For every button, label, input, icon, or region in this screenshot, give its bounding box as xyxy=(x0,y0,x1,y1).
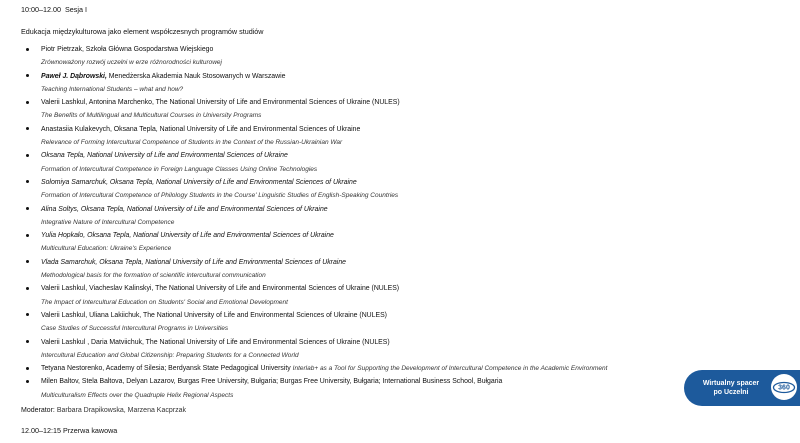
talk-title: Multiculturalism Effects over the Quadruple Helix Regional Aspects xyxy=(41,391,234,399)
talk-title: Intercultural Education and Global Citizenship: Preparing Students for a Connected World xyxy=(41,351,299,359)
talk-title: Teaching International Students – what and how? xyxy=(41,85,184,93)
talk-item xyxy=(41,43,721,70)
talk-item xyxy=(41,203,721,230)
virtual-tour-line2: po Uczelni xyxy=(713,389,749,396)
talk-authors-lead: Paweł J. Dąbrowski, xyxy=(41,72,107,80)
session-label: Sesja I xyxy=(64,5,87,14)
talk-item xyxy=(41,282,721,309)
coffee-break xyxy=(21,425,721,436)
talk-list xyxy=(21,43,721,402)
talk-title: The Impact of Intercultural Education on Students' Social and Emotional Development xyxy=(41,298,288,306)
virtual-tour-label xyxy=(700,379,762,397)
talk-item xyxy=(41,336,721,363)
talk-item xyxy=(41,70,721,97)
panorama-360-graphic xyxy=(772,375,796,399)
session-header xyxy=(21,4,721,15)
talk-title: Formation of Intercultural Competence in Foreign Language Classes Using Online Technologies xyxy=(41,165,318,173)
moderator-label: Moderator: xyxy=(21,407,55,415)
talk-authors: Valerii Lashkul, Viacheslav Kalinskyi, The National University of Life and Environmental Sciences of Ukraine (NULES) xyxy=(41,285,400,293)
talk-item xyxy=(41,256,721,283)
talk-authors: Alina Soltys, Oksana Tepla, National University of Life and Environmental Sciences of Ukraine xyxy=(41,205,328,213)
talk-authors: Anastasiia Kulakevych, Oksana Tepla, National University of Life and Environmental Sciences of Ukraine xyxy=(41,125,361,133)
talk-item xyxy=(41,375,721,402)
break-time: 12.00–12:15 xyxy=(21,426,61,436)
talk-authors: Yulia Hopkalo, Oksana Tepla, National University of Life and Environmental Sciences of Ukraine xyxy=(41,232,334,240)
talk-title: The Benefits of Multilingual and Multicultural Courses in University Programs xyxy=(41,112,262,120)
virtual-tour-button[interactable] xyxy=(684,370,800,406)
program-page xyxy=(21,4,721,443)
talk-authors-affiliation: Menedżerska Akademia Nauk Stosowanych w Warszawie xyxy=(106,72,286,80)
talk-title: Interlab+ as a Tool for Supporting the Development of Intercultural Competence in the Academic Environment xyxy=(292,365,608,373)
talk-item xyxy=(41,149,721,176)
talk-authors: Milen Baltov, Stela Baltova, Delyan Lazarov, Burgas Free University, Bułgaria; Burgas Free University, Bułgaria; International Business School, Bułgaria xyxy=(41,378,503,386)
talk-title: Relevance of Forming Intercultural Competence of Students in the Context of the Russian-Ukrainian War xyxy=(41,139,343,147)
talk-authors: Solomiya Samarchuk, Oksana Tepla, National University of Life and Environmental Sciences of Ukraine xyxy=(41,178,357,186)
talk-item xyxy=(41,123,721,150)
talk-title: Multicultural Education: Ukraine's Experience xyxy=(41,245,172,253)
talk-title: Case Studies of Successful Intercultural Programs in Universities xyxy=(41,325,229,333)
talk-title: Formation of Intercultural Competence of Philology Students in the Course' Linguistic Studies of English-Speaking Countries xyxy=(41,192,399,200)
talk-title: Integrative Nature of Intercultural Competence xyxy=(41,218,175,226)
panorama-360-icon xyxy=(771,374,797,400)
talk-authors xyxy=(41,362,631,375)
moderator-line xyxy=(21,404,721,417)
talk-authors: Valerii Lashkul , Daria Matviichuk, The National University of Life and Environmental Sciences of Ukraine (NULES) xyxy=(41,338,390,346)
talk-authors: Piotr Pietrzak, Szkoła Główna Gospodarstwa Wiejskiego xyxy=(41,46,214,53)
talk-item xyxy=(41,362,721,375)
talk-authors: Vlada Samarchuk, Oksana Tepla, National University of Life and Environmental Sciences of Ukraine xyxy=(41,258,347,266)
talk-authors: Oksana Tepla, National University of Life and Environmental Sciences of Ukraine xyxy=(41,152,288,160)
talk-authors: Valerii Lashkul, Uliana Lakiichuk, The National University of Life and Environmental Sciences of Ukraine (NULES) xyxy=(41,311,387,319)
panorama-360-text: 360 xyxy=(778,384,790,392)
talk-item xyxy=(41,96,721,123)
talk-item xyxy=(41,176,721,203)
talk-item xyxy=(41,229,721,256)
talk-title: Methodological basis for the formation of scientific intercultural communication xyxy=(41,272,266,280)
talk-title: Zrównoważony rozwój uczelni w erze różnorodności kulturowej xyxy=(41,59,222,67)
talk-authors-names: Tetyana Nestorenko, Academy of Silesia; Berdyansk State Pedagogical University xyxy=(41,365,291,373)
talk-item xyxy=(41,309,721,336)
session-time: 10:00–12.00 xyxy=(21,5,61,14)
talk-authors: Valerii Lashkul, Antonina Marchenko, The National University of Life and Environmental Sciences of Ukraine (NULES) xyxy=(41,99,400,107)
moderator-names: Barbara Drapikowska, Marzena Kacprzak xyxy=(56,407,186,415)
talk-authors xyxy=(41,70,721,83)
break-label: Przerwa kawowa xyxy=(62,426,118,436)
virtual-tour-line1: Wirtualny spacer xyxy=(702,380,760,387)
session-title: Edukacja międzykulturowa jako element współczesnych programów studiów xyxy=(21,27,264,36)
